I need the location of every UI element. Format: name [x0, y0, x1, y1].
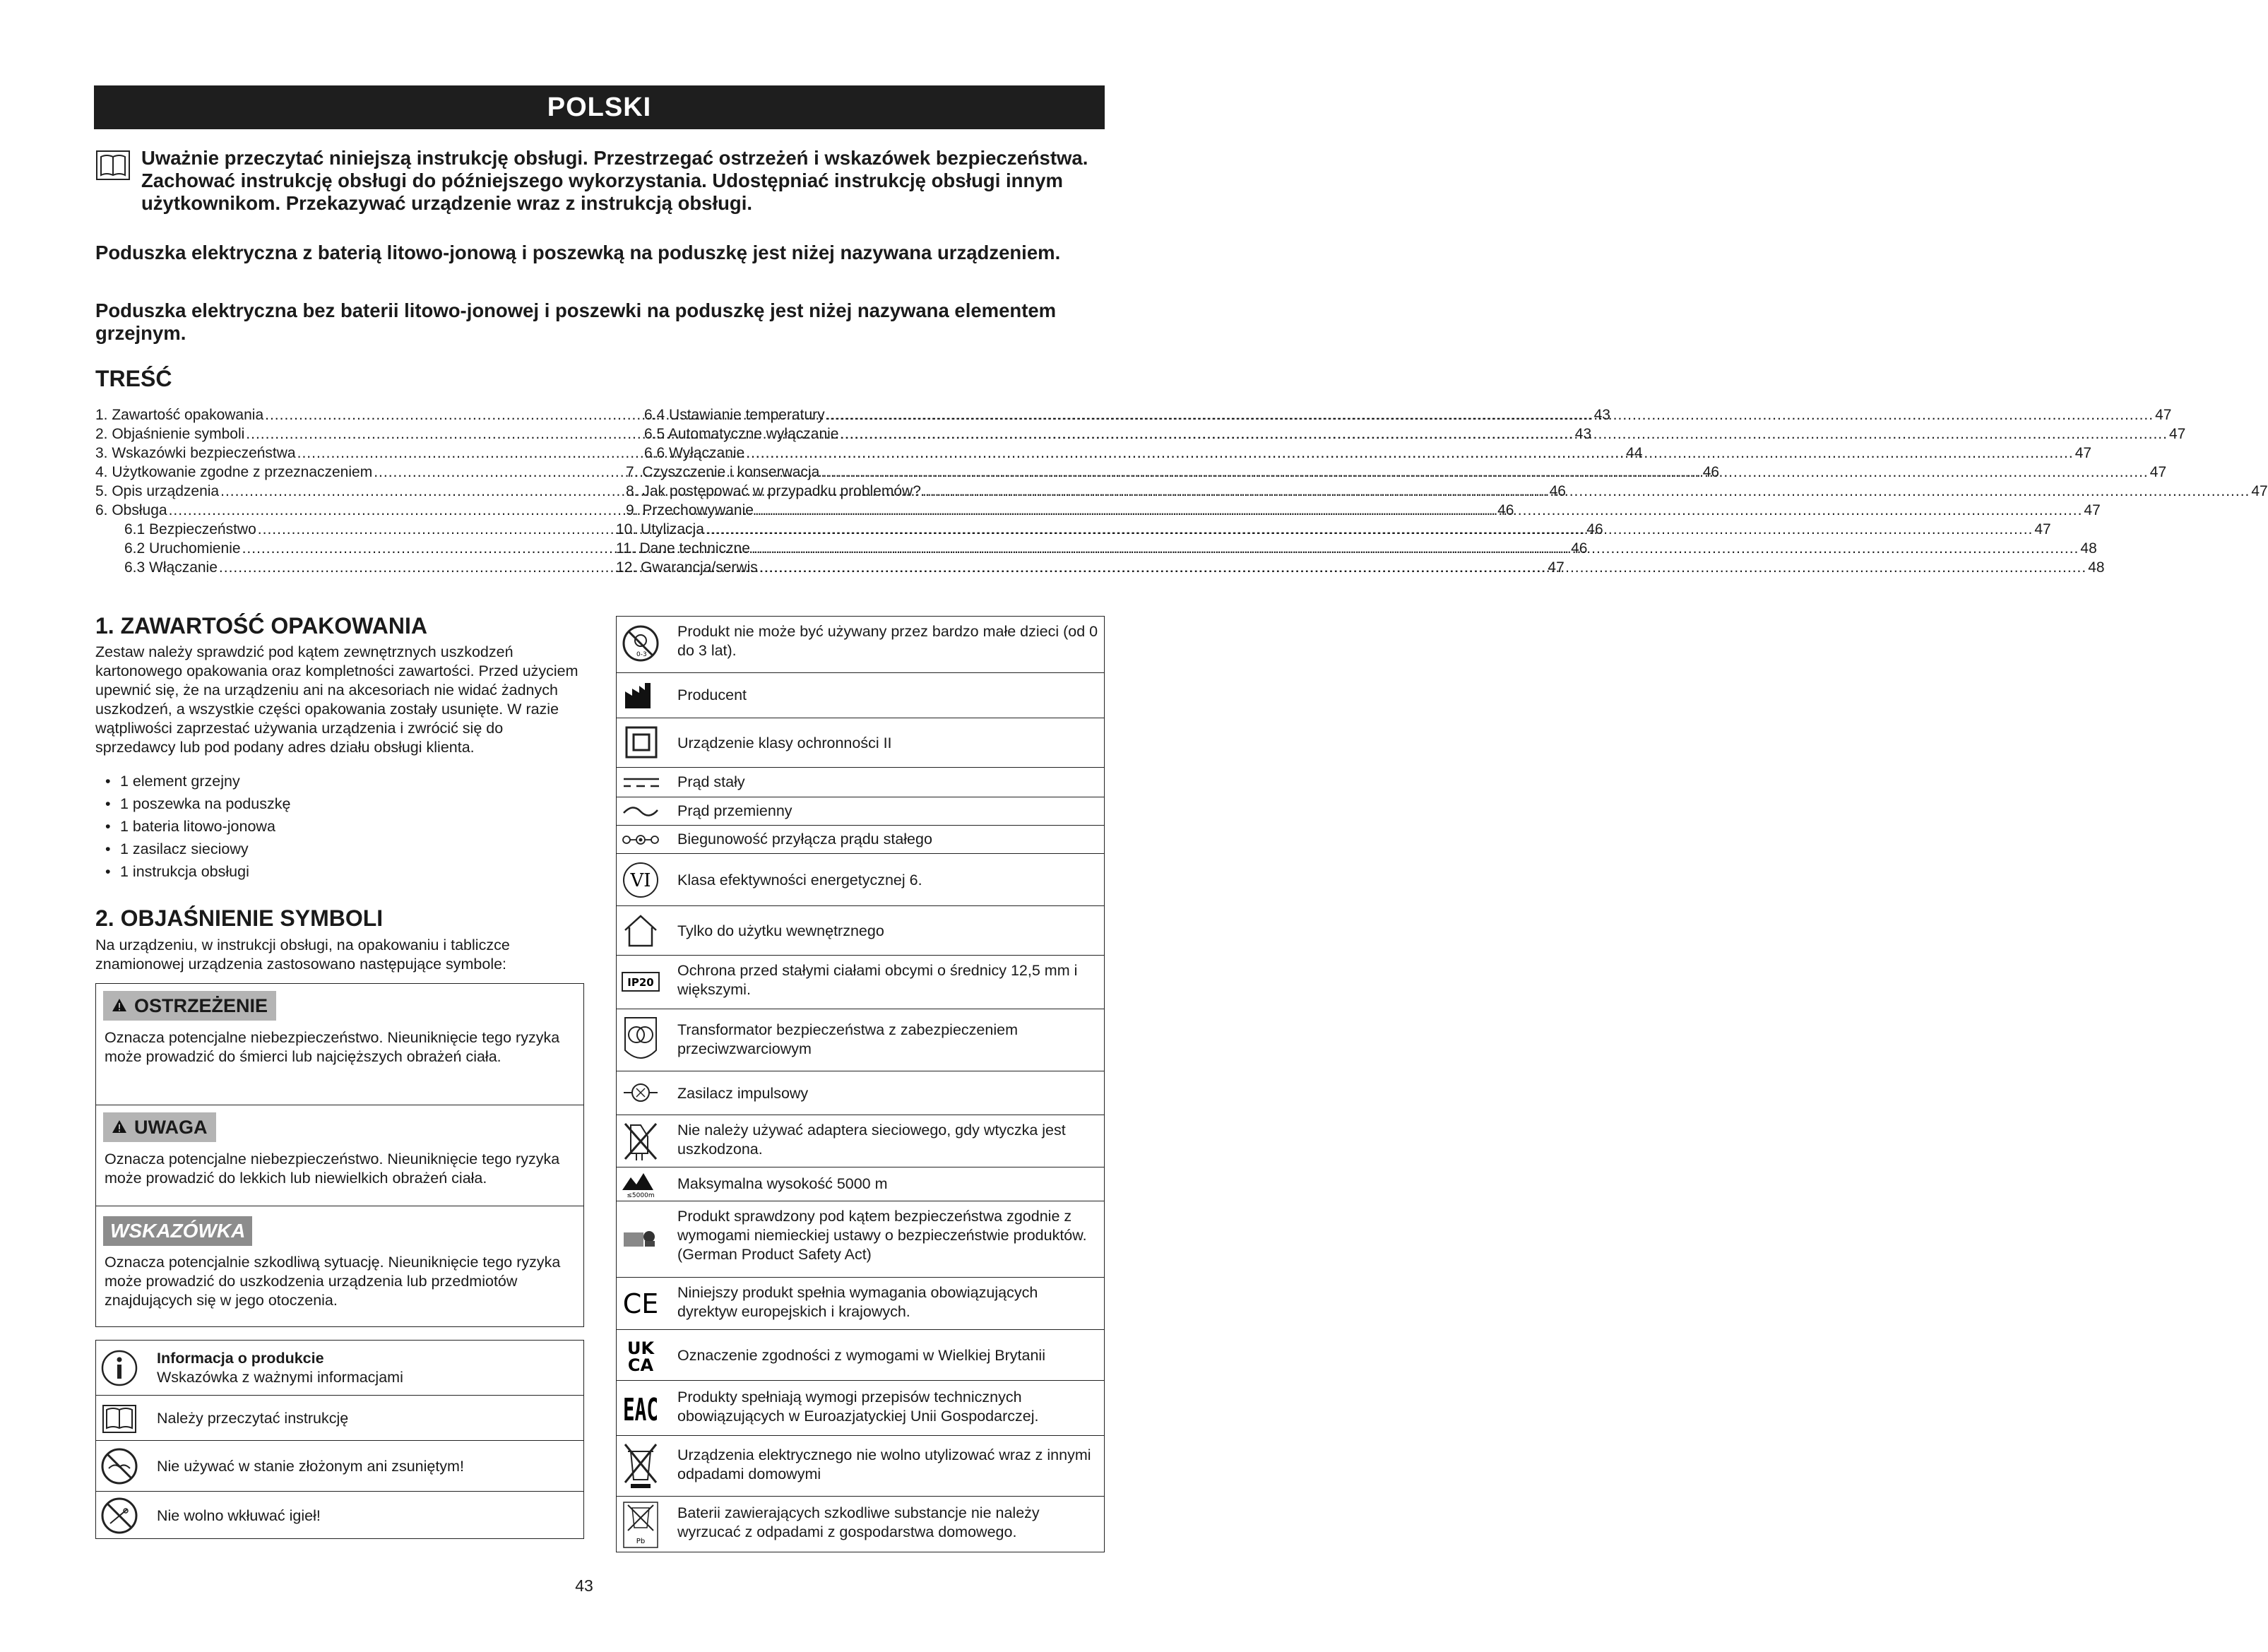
symbol-row: [617, 1201, 1104, 1278]
toc-entry[interactable]: 6.6 Wyłączanie ..... 47: [616, 444, 1105, 463]
symbol-description: Biegunowość przyłącza prądu stałego: [677, 831, 932, 848]
toc-entry[interactable]: 4. Użytkowanie zgodne z przeznaczeniem ..... 46: [95, 463, 584, 482]
product-info-subtitle: Wskazówka z ważnymi informacjami: [157, 1369, 403, 1386]
symbol-row: [617, 1330, 1104, 1381]
toc-entry[interactable]: 6.2 Uruchomienie ..... 46: [95, 539, 584, 558]
toc-entry[interactable]: 9. Przechowywanie ..... 47: [616, 501, 1105, 520]
warning-description: Oznacza potencjalne niebezpieczeństwo. Nieuniknięcie tego ryzyka może prowadzić do śmierci lub najcięższych obrażeń ciała.: [105, 1029, 560, 1065]
svg-text:EAC: EAC: [623, 1392, 658, 1428]
notice-section: [96, 1206, 583, 1328]
eac-icon: [621, 1388, 660, 1426]
symbol-description: Producent: [677, 687, 747, 703]
caution-description: Oznacza potencjalne niebezpieczeństwo. Nieuniknięcie tego ryzyka może prowadzić do lekkich lub niewielkich obrażeń ciała.: [105, 1151, 560, 1187]
toc-entry[interactable]: 6.1 Bezpieczeństwo ..... 46: [95, 520, 584, 539]
symbol-description: Baterii zawierających szkodliwe substancje nie należy wyrzucać z odpadami z gospodarstwa domowego.: [677, 1504, 1040, 1540]
alternating-current-icon: [621, 803, 660, 820]
page-number: 43: [575, 1576, 593, 1595]
toc-entry[interactable]: 11. Dane techniczne ..... 48: [616, 539, 1105, 558]
caution-triangle-icon: [112, 1119, 127, 1134]
symbol-row: [96, 1492, 583, 1540]
svg-text:VI: VI: [630, 870, 651, 891]
svg-text:IP20: IP20: [627, 976, 654, 989]
toc-entry[interactable]: 6. Obsługa ..... 46: [95, 501, 584, 520]
toc-entry[interactable]: 6.4 Ustawianie temperatury ..... 47: [616, 405, 1105, 424]
notice-label: WSKAZÓWKA: [103, 1216, 252, 1246]
symbol-description: Oznaczenie zgodności z wymogami w Wielkiej Brytanii: [677, 1347, 1045, 1364]
symbol-description: Niniejszy produkt spełnia wymagania obowiązujących dyrektyw europejskich i krajowych.: [677, 1284, 1038, 1320]
toc-entry[interactable]: 12. Gwarancja/serwis ..... 48: [616, 558, 1105, 577]
damaged-plug-icon: [621, 1121, 660, 1162]
symbol-description: Zasilacz impulsowy: [677, 1085, 809, 1102]
symbol-row: [617, 1115, 1104, 1167]
symbol-description: Urządzenie klasy ochronności II: [677, 735, 892, 751]
no-needles-text: Nie wolno wkłuwać igieł!: [157, 1507, 321, 1524]
symbol-row: [617, 1497, 1104, 1553]
symbol-description: Prąd przemienny: [677, 802, 792, 819]
svg-text:Pb: Pb: [636, 1538, 646, 1545]
toc-entry[interactable]: 8. Jak postępować w przypadku problemów? ..... 47: [616, 482, 1105, 501]
indoor-use-icon: [621, 913, 660, 949]
symbol-description: Tylko do użytku wewnętrznego: [677, 922, 884, 939]
symbol-row: [96, 1441, 583, 1492]
symbol-row: [617, 1436, 1104, 1497]
heating-element-definition: Poduszka elektryczna bez baterii litowo-jonowej i poszewki na poduszkę jest niżej nazywana elementem grzejnym.: [95, 299, 1057, 344]
symbol-description: Nie należy używać adaptera sieciowego, gdy wtyczka jest uszkodzona.: [677, 1122, 1066, 1158]
toc-entry[interactable]: 1. Zawartość opakowania ..... 43: [95, 405, 584, 424]
efficiency-vi-icon: [621, 861, 660, 899]
battery-bin-icon: [621, 1501, 660, 1549]
info-symbols-box: [95, 1340, 584, 1539]
list-item: • 1 poszewka na poduszkę: [95, 792, 584, 815]
warning-triangle-icon: [112, 998, 127, 1012]
toc-title: TREŚĆ: [95, 366, 172, 391]
book-icon: [95, 150, 131, 181]
product-safety-icon: [621, 1227, 660, 1251]
max-altitude-icon: [621, 1170, 660, 1199]
signal-words-box: [95, 983, 584, 1327]
intro-text: Uważnie przeczytać niniejszą instrukcję obsługi. Przestrzegać ostrzeżeń i wskazówek bezpieczeństwa. Zachować instrukcję obsługi do późniejszego wykorzystania. Udostępniać instrukcję obsługi innym użytkownikom. Przekazywać urządzenie wraz z instrukcją obsługi.: [141, 147, 1088, 214]
section2-title: 2. OBJAŚNIENIE SYMBOLI: [95, 905, 384, 931]
ip20-icon: [621, 971, 660, 992]
no-needles-icon: [100, 1497, 138, 1535]
symbol-row: [617, 956, 1104, 1009]
info-icon: [100, 1349, 138, 1387]
symbol-description: Klasa efektywności energetycznej 6.: [677, 872, 922, 889]
symbol-description: Prąd stały: [677, 773, 745, 790]
toc-entry[interactable]: 3. Wskazówki bezpieczeństwa ..... 44: [95, 444, 584, 463]
book-icon: [100, 1400, 138, 1438]
svg-text:UKCA: UK CA: [627, 1338, 655, 1375]
symbol-row: [96, 1396, 583, 1441]
protection-class-ii-icon: [621, 725, 660, 761]
toc-entry[interactable]: 7. Czyszczenie i konserwacja ..... 47: [616, 463, 1105, 482]
device-definition: Poduszka elektryczna z baterią litowo-jonową i poszewką na poduszkę jest niżej nazywana urządzeniem.: [95, 242, 1061, 263]
symbol-row: [617, 826, 1104, 854]
no-folding-icon: [100, 1447, 138, 1485]
symbol-row: [617, 1278, 1104, 1330]
no-folding-text: Nie używać w stanie złożonym ani zsuniętym!: [157, 1458, 464, 1475]
manufacturer-icon: [621, 682, 660, 710]
polarity-icon: [621, 831, 660, 848]
caution-section: [96, 1105, 583, 1206]
list-item: • 1 instrukcja obsługi: [95, 860, 584, 883]
symbol-row: [617, 673, 1104, 718]
product-info-title: Informacja o produkcie: [157, 1350, 324, 1367]
symbol-row: [617, 854, 1104, 906]
safety-transformer-icon: [621, 1014, 660, 1067]
ce-mark-icon: [621, 1288, 660, 1319]
symbol-description: Produkt nie może być używany przez bardzo małe dzieci (od 0 do 3 lat).: [677, 623, 1098, 659]
symbol-row: [617, 1009, 1104, 1071]
section1-text: Zestaw należy sprawdzić pod kątem zewnętrznych uszkodzeń kartonowego opakowania oraz kompletności zawartości. Przed użyciem upewnić się, że na urządzeniu ani na akcesoriach nie widać żadnych uszkodzeń, a wszystkie części opakowania zostały usunięte. W razie wątpliwości zaprzestać używania urządzenia i zwrócić się do sprzedawcy lub pod podany adres działu obsługi klienta.: [95, 643, 578, 756]
symbol-row: [617, 906, 1104, 956]
list-item: • 1 element grzejny: [95, 770, 584, 792]
symbol-row: [617, 617, 1104, 673]
symbol-description: Produkty spełniają wymogi przepisów technicznych obowiązujących w Euroazjatyckiej Unii Gospodarczej.: [677, 1389, 1039, 1425]
package-contents-list: [95, 770, 584, 883]
symbol-row: [617, 1381, 1104, 1436]
toc-entry[interactable]: 5. Opis urządzenia ..... 46: [95, 482, 584, 501]
symbol-row: [617, 797, 1104, 826]
section2-text: Na urządzeniu, w instrukcji obsługi, na opakowaniu i tabliczce znamionowej urządzenia zastosowano następujące symbole:: [95, 937, 510, 973]
svg-text:≤5000m: ≤5000m: [627, 1192, 655, 1199]
switching-power-supply-icon: [621, 1078, 660, 1107]
warning-section: [96, 984, 583, 1105]
toc-entry[interactable]: 6.3 Włączanie ..... 47: [95, 558, 584, 577]
symbol-row: [617, 718, 1104, 768]
svg-text:CE: CE: [622, 1288, 659, 1319]
notice-description: Oznacza potencjalnie szkodliwą sytuację. Nieuniknięcie tego ryzyka może prowadzić do uszkodzenia urządzenia lub przedmiotów znajdujących się w jego otoczenia.: [105, 1254, 561, 1309]
warning-label: OSTRZEŻENIE: [134, 995, 268, 1016]
symbols-table: [616, 616, 1105, 1552]
section1-title: 1. ZAWARTOŚĆ OPAKOWANIA: [95, 613, 427, 638]
caution-label: UWAGA: [134, 1117, 208, 1138]
read-instructions-text: Należy przeczytać instrukcję: [157, 1410, 349, 1427]
svg-text:0-3: 0-3: [636, 651, 647, 658]
list-item: • 1 bateria litowo-jonowa: [95, 815, 584, 838]
list-item: • 1 zasilacz sieciowy: [95, 838, 584, 860]
symbol-row: [617, 768, 1104, 797]
symbol-row: [617, 1071, 1104, 1115]
ukca-icon: [621, 1336, 660, 1375]
symbol-row: [617, 1167, 1104, 1201]
toc-entry[interactable]: 6.5 Automatyczne wyłączanie ..... 47: [616, 424, 1105, 444]
symbol-description: Urządzenia elektrycznego nie wolno utylizować wraz z innymi odpadami domowymi: [677, 1446, 1091, 1482]
symbol-description: Ochrona przed stałymi ciałami obcymi o średnicy 12,5 mm i większymi.: [677, 962, 1078, 998]
symbol-description: Transformator bezpieczeństwa z zabezpieczeniem przeciwzwarciowym: [677, 1021, 1018, 1057]
symbol-description: Produkt sprawdzony pod kątem bezpieczeństwa zgodnie z wymogami niemieckiej ustawy o bezpieczeństwie produktów. (German Product Safety Act): [677, 1208, 1087, 1263]
symbol-description: Maksymalna wysokość 5000 m: [677, 1175, 888, 1192]
toc-entry[interactable]: 10. Utylizacja ..... 47: [616, 520, 1105, 539]
direct-current-icon: [621, 773, 660, 792]
weee-bin-icon: [621, 1442, 660, 1491]
symbol-row: [96, 1341, 583, 1396]
no-small-children-icon: [621, 624, 660, 663]
toc-entry[interactable]: 2. Objaśnienie symboli ..... 43: [95, 424, 584, 444]
language-banner: POLSKI: [94, 85, 1105, 129]
